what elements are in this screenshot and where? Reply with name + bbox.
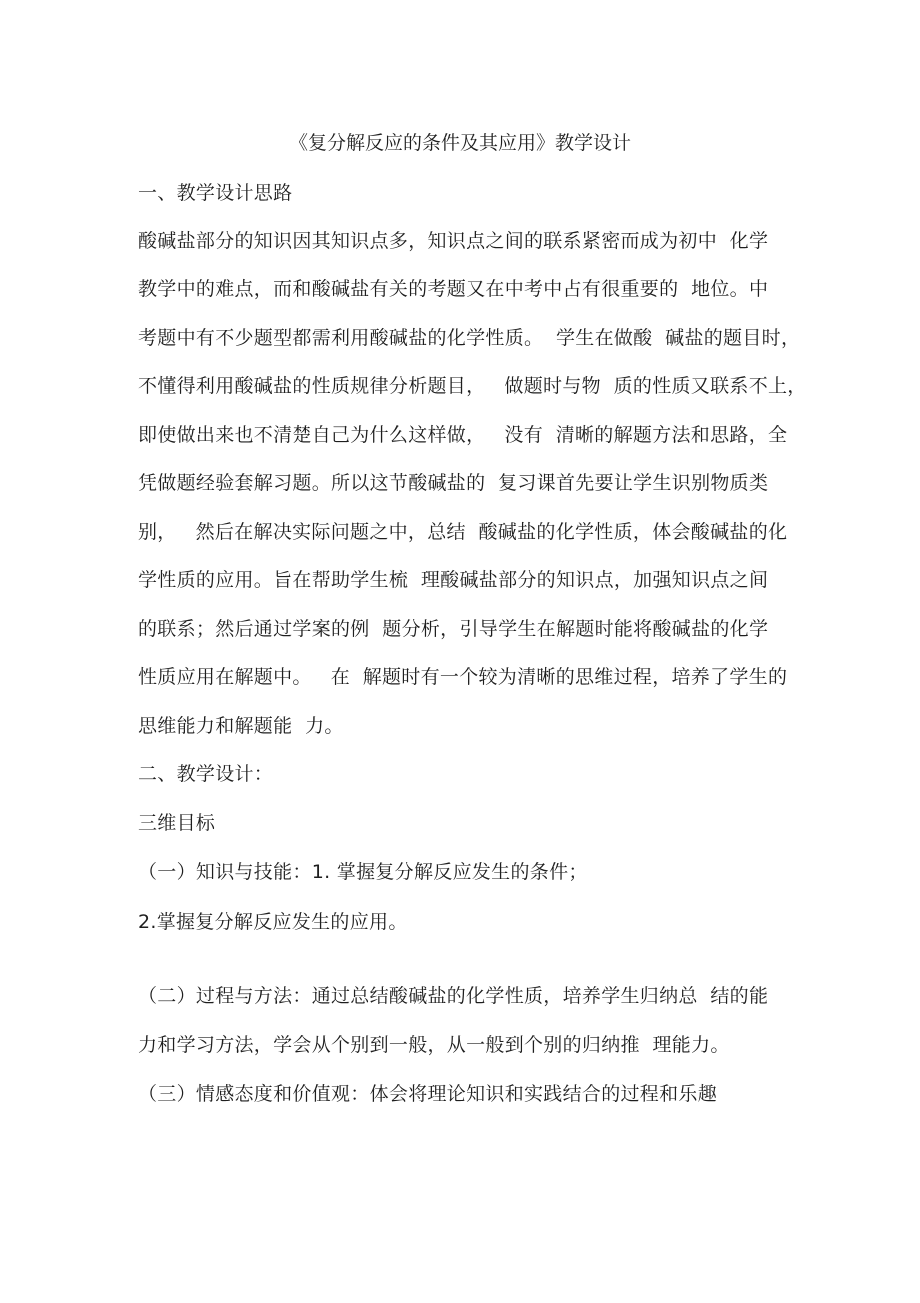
paragraph-line: 性质应用在解题中。 在 解题时有一个较为清晰的思维过程，培养了学生的 — [138, 666, 788, 688]
goal-line: （二）过程与方法：通过总结酸碱盐的化学性质，培养学生归纳总 结的能 — [138, 985, 769, 1007]
paragraph-line: 不懂得利用酸碱盐的性质规律分析题目， 做题时与物 质的性质又联系不上， — [138, 375, 807, 397]
paragraph-line: 学性质的应用。旨在帮助学生梳 理酸碱盐部分的知识点，加强知识点之间 — [138, 569, 769, 591]
subheading-three-dimensional-goals: 三维目标 — [138, 812, 216, 834]
goal-line: 力和学习方法，学会从个别到一般，从一般到个别的归纳推 理能力。 — [138, 1034, 730, 1056]
document-title: 《复分解反应的条件及其应用》教学设计 — [288, 132, 631, 154]
paragraph-line: 别， 然后在解决实际问题之中，总结 酸碱盐的化学性质，体会酸碱盐的化 — [138, 521, 788, 543]
paragraph-line: 酸碱盐部分的知识因其知识点多，知识点之间的联系紧密而成为初中 化学 — [138, 230, 769, 252]
paragraph-line: 考题中有不少题型都需利用酸碱盐的化学性质。 学生在做酸 碱盐的题目时， — [138, 327, 801, 349]
goal-line: 2.掌握复分解反应发生的应用。 — [138, 911, 408, 933]
section-heading-teaching-design: 二、教学设计： — [138, 763, 274, 785]
paragraph-line: 的联系；然后通过学案的例 题分析，引导学生在解题时能将酸碱盐的化学 — [138, 618, 769, 640]
paragraph-line: 凭做题经验套解习题。所以这节酸碱盐的 复习课首先要让学生识别物质类 — [138, 472, 769, 494]
paragraph-line: 即使做出来也不清楚自己为什么这样做， 没有 清晰的解题方法和思路，全 — [138, 424, 788, 446]
goal-line: （三）情感态度和价值观：体会将理论知识和实践结合的过程和乐趣 — [138, 1083, 718, 1105]
paragraph-line: 思维能力和解题能 力。 — [138, 715, 344, 737]
section-heading-design-approach: 一、教学设计思路 — [138, 182, 293, 204]
paragraph-line: 教学中的难点，而和酸碱盐有关的考题又在中考中占有很重要的 地位。中 — [138, 278, 769, 300]
goal-line: （一）知识与技能：1. 掌握复分解反应发生的条件； — [138, 861, 588, 883]
